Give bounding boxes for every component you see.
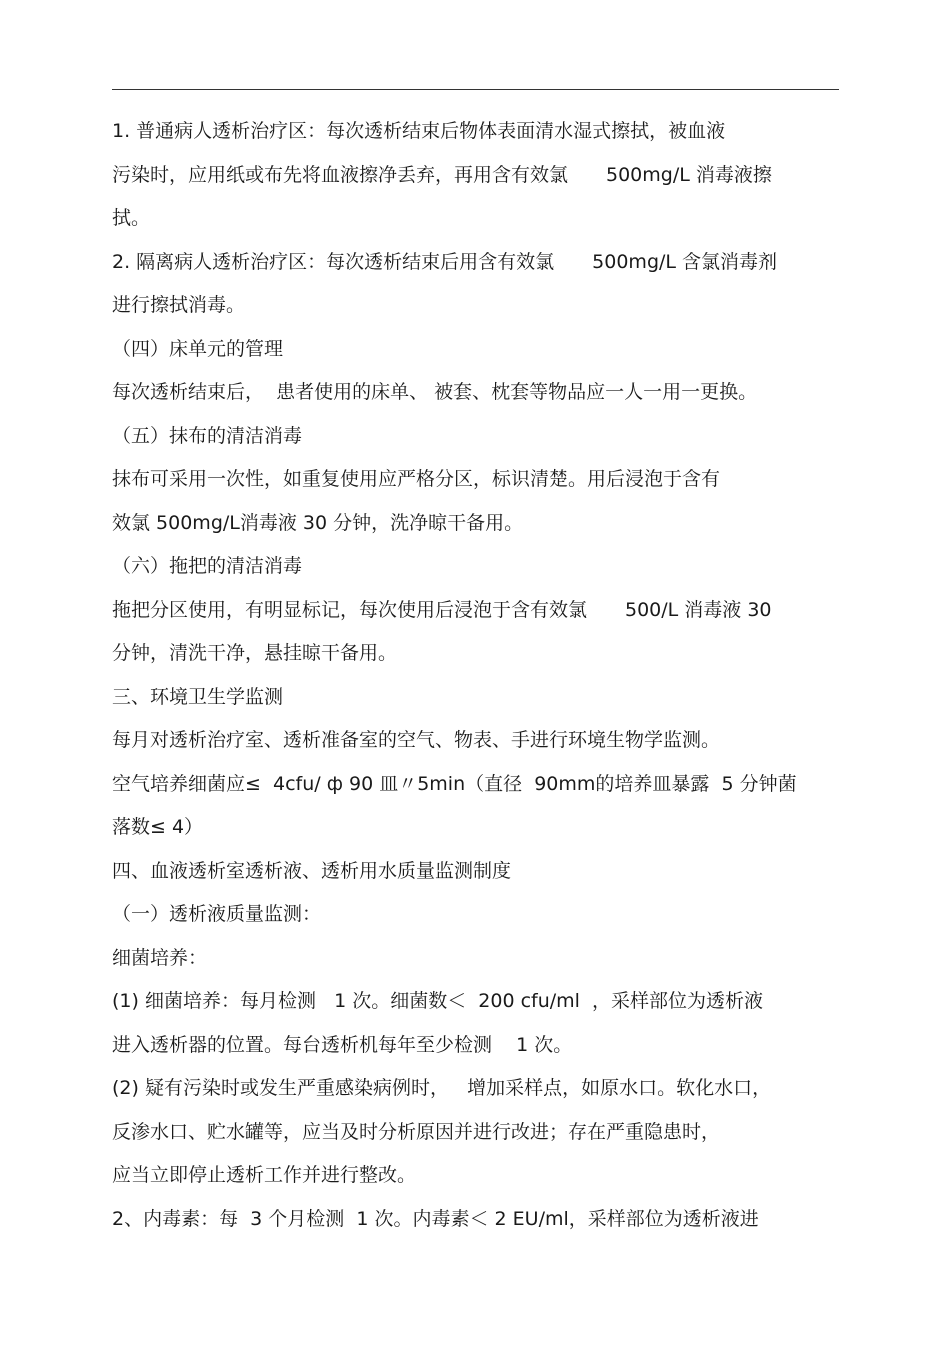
- section-heading: 三、环境卫生学监测: [112, 685, 284, 708]
- document-body: [112, 111, 852, 1242]
- section-heading: （五）抹布的清洁消毒: [112, 424, 303, 447]
- text-line: 污染时，应用纸或布先将血液擦净丢弃，再用含有效氯 500mg/L 消毒液擦: [112, 163, 772, 186]
- text-line: 每月对透析治疗室、透析准备室的空气、物表、手进行环境生物学监测。: [112, 729, 721, 751]
- text-line: 落数≤ 4）: [112, 816, 204, 838]
- text-line: 进行擦拭消毒。: [112, 294, 246, 316]
- text-line: (2) 疑有污染时或发生严重感染病例时， 增加采样点，如原水口。软化水口，: [112, 1077, 772, 1099]
- text-line: 空气培养细菌应≤ 4cfu/ ф 90 皿〃5min（直径 90mm的培养皿暴露 5 分钟菌: [112, 772, 797, 795]
- text-line: 拭。: [112, 207, 151, 229]
- text-line: 拖把分区使用，有明显标记，每次使用后浸泡于含有效氯 500/L 消毒液 30: [112, 598, 772, 621]
- text-line: 进入透析器的位置。每台透析机每年至少检测 1 次。: [112, 1033, 573, 1056]
- text-line: 1. 普通病人透析治疗区：每次透析结束后物体表面清水湿式擦拭，被血液: [112, 120, 726, 142]
- text-line: 应当立即停止透析工作并进行整改。: [112, 1164, 417, 1186]
- text-line: 细菌培养：: [112, 946, 208, 969]
- section-heading: （六）拖把的清洁消毒: [112, 555, 303, 577]
- text-line: 每次透析结束后， 患者使用的床单、 被套、枕套等物品应一人一用一更换。: [112, 381, 758, 403]
- text-line: 2、内毒素：每 3 个月检测 1 次。内毒素＜ 2 EU/ml，采样部位为透析液进: [112, 1207, 759, 1230]
- text-line: 分钟，清洗干净，悬挂晾干备用。: [112, 642, 398, 664]
- header-rule: [112, 89, 839, 90]
- text-line: 效氯 500mg/L消毒液 30 分钟，洗净晾干备用。: [112, 511, 524, 534]
- section-heading: 四、血液透析室透析液、透析用水质量监测制度: [112, 859, 512, 882]
- text-line: (1) 细菌培养：每月检测 1 次。细菌数＜ 200 cfu/ml ，采样部位为透析液: [112, 990, 764, 1012]
- text-line: 抹布可采用一次性，如重复使用应严格分区，标识清楚。用后浸泡于含有: [112, 468, 721, 490]
- section-heading: （一）透析液质量监测：: [112, 903, 322, 925]
- section-heading: （四）床单元的管理: [112, 337, 284, 360]
- text-line: 反渗水口、贮水罐等，应当及时分析原因并进行改进；存在严重隐患时，: [112, 1120, 721, 1143]
- text-line: 2. 隔离病人透析治疗区：每次透析结束后用含有效氯 500mg/L 含氯消毒剂: [112, 250, 778, 273]
